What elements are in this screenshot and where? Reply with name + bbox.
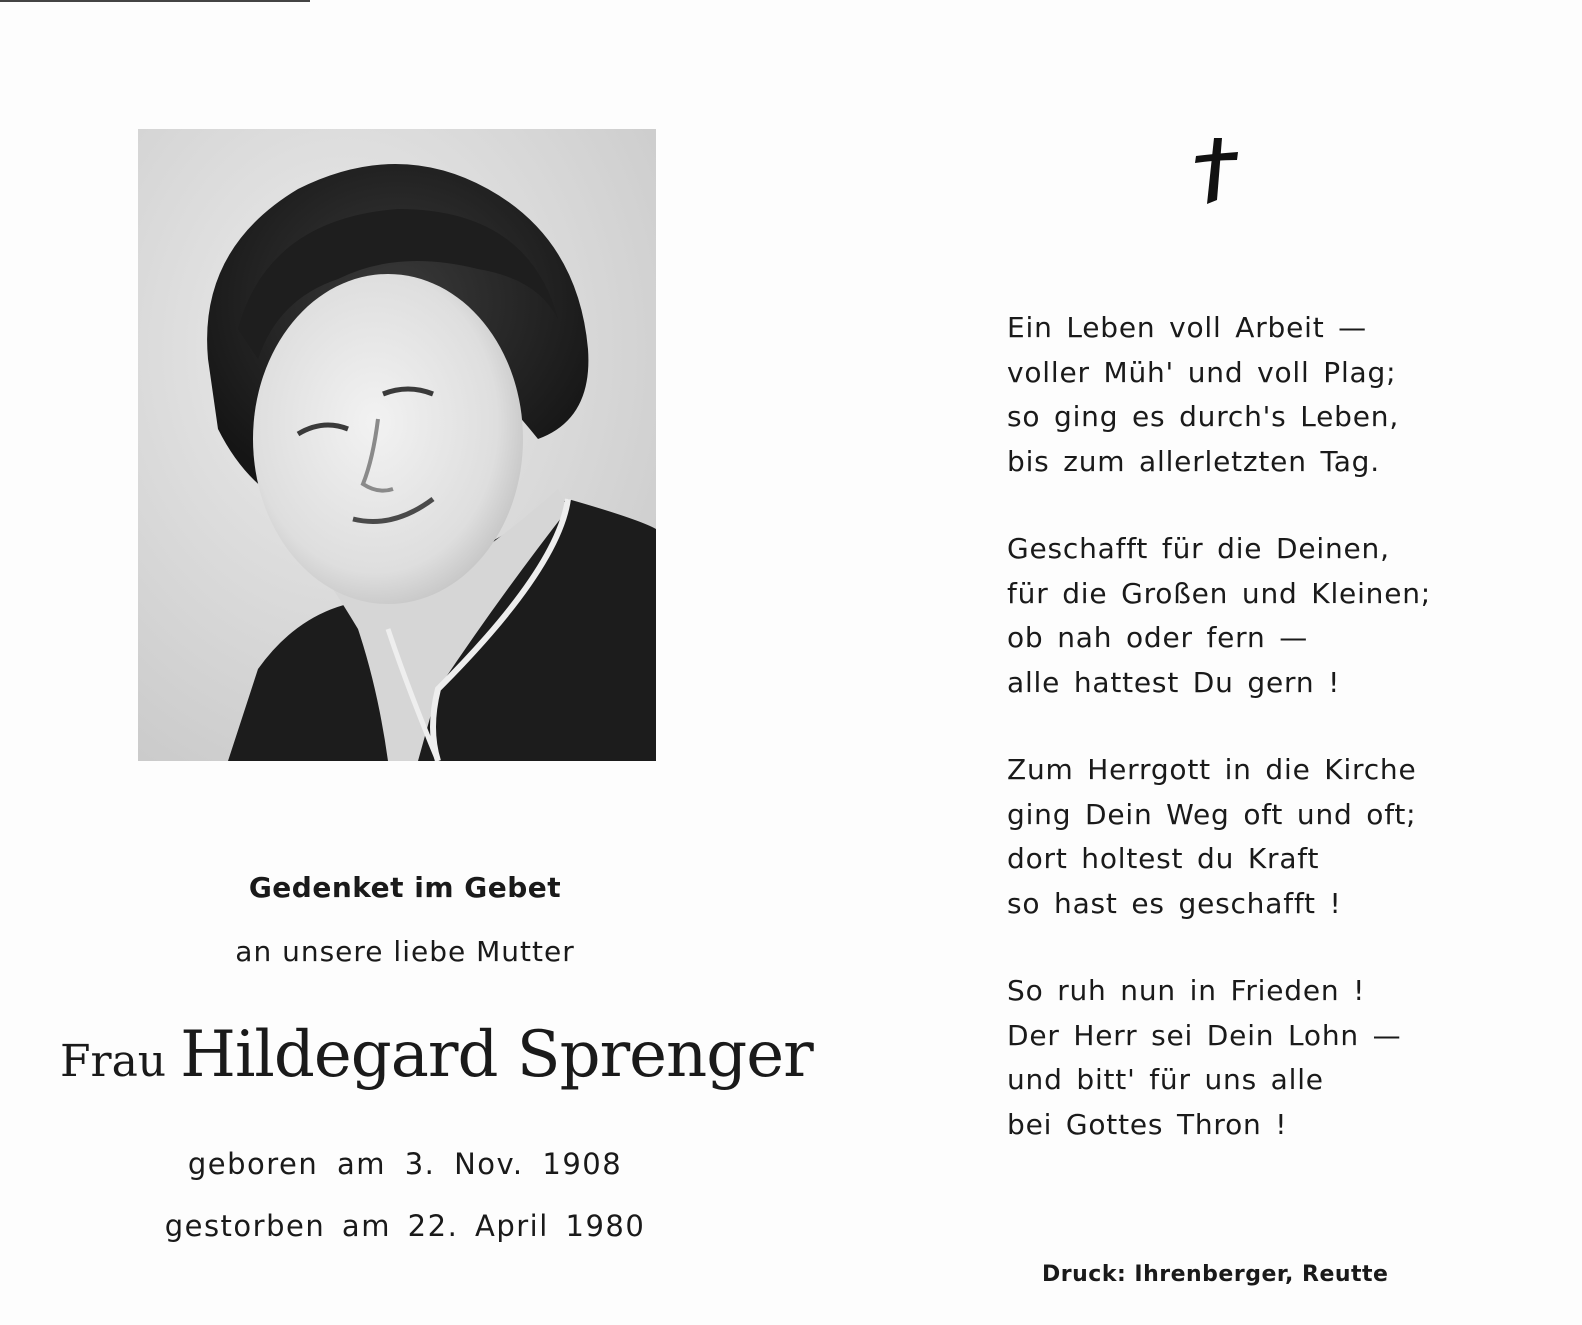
heading-text: Gedenket im Gebet [248,871,562,904]
poem-line: bei Gottes Thron ! [1007,1107,1288,1141]
printer-credit: Druck: Ihrenberger, Reutte [1042,1262,1389,1287]
poem-line: Geschafft für die Deinen, [1007,532,1390,565]
poem-line: so hast es geschafft ! [1007,886,1342,920]
poem-line: alle hattest Du gern ! [1007,665,1341,699]
poem-line: dort holtest du Kraft [1007,842,1320,875]
poem-line: Der Herr sei Dein Lohn — [1007,1018,1402,1052]
death-date: gestorben am 22. April 1980 [164,1209,646,1243]
poem-stanza [1007,527,1477,705]
full-name: Hildegard Sprenger [180,1018,813,1092]
poem-line: ob nah oder fern — [1007,621,1309,654]
poem-stanza [1007,306,1477,484]
poem-line: So ruh nun in Frieden ! [1007,974,1366,1007]
poem-line: Zum Herrgott in die Kirche [1007,753,1417,786]
poem [1007,306,1477,1147]
poem-line: Ein Leben voll Arbeit — [1007,311,1367,344]
portrait-photo [138,129,656,761]
poem-line: bis zum allerletzten Tag. [1007,444,1380,478]
poem-line: so ging es durch's Leben, [1007,400,1400,433]
poem-line: für die Großen und Kleinen; [1007,576,1431,610]
poem-line: und bitt' für uns alle [1007,1063,1324,1096]
poem-stanza [1007,748,1477,926]
poem-line: ging Dein Weg oft und oft; [1007,797,1417,831]
title-text: Frau [60,1036,167,1087]
top-edge-line [0,0,310,2]
poem-line: voller Müh' und voll Plag; [1007,355,1397,389]
name-line [60,1018,813,1092]
birth-date: geboren am 3. Nov. 1908 [187,1147,623,1181]
cross-icon [1192,136,1242,206]
subheading-text: an unsere liebe Mutter [235,935,575,968]
poem-stanza [1007,969,1477,1147]
